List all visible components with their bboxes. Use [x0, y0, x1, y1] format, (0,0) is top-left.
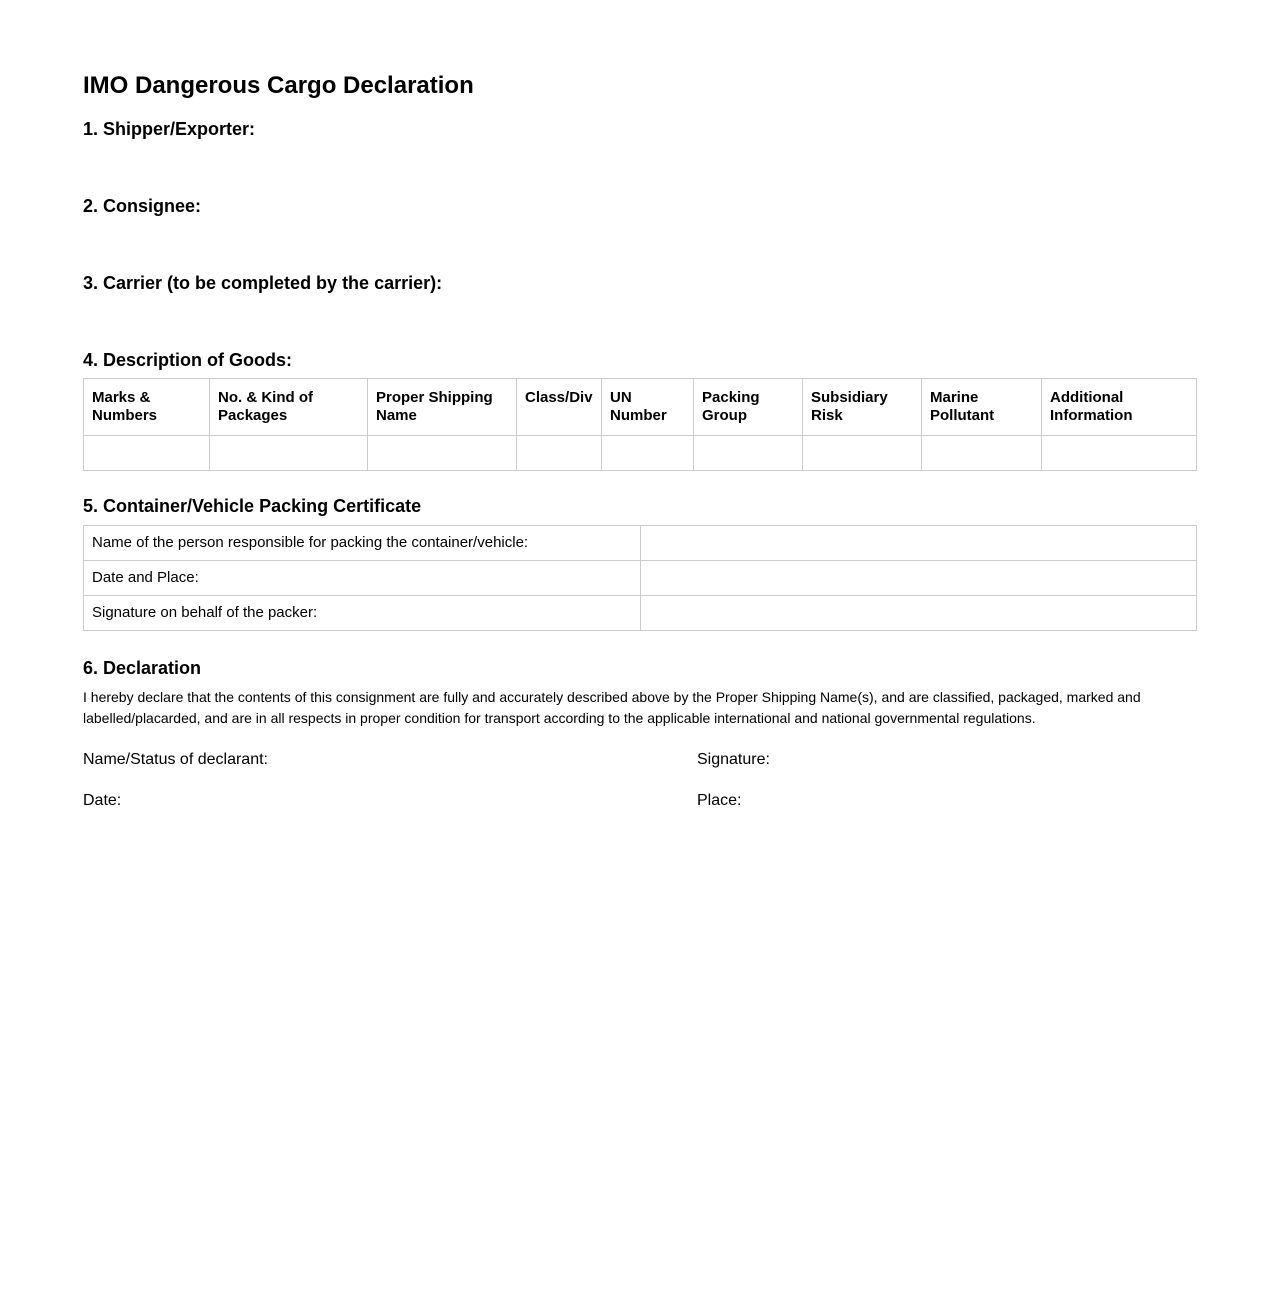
- declaration-text: I hereby declare that the contents of this consignment are fully and accurately described above by the Proper Shipping Name(s), and are classified, packaged, marked and labelled/placarded, and are in all respects in proper condition for transport according to the applicable international and national governmental regulations.: [83, 688, 1141, 726]
- section-heading-packing-certificate: 5. Container/Vehicle Packing Certificate: [83, 495, 422, 516]
- declarant-row-2: [83, 792, 1195, 810]
- cert-row-date-place: [84, 560, 1197, 595]
- section-heading-shipper: 1. Shipper/Exporter:: [83, 118, 256, 139]
- cert-value-date-place: [641, 560, 1197, 595]
- cert-label-packer-name: Name of the person responsible for packing the container/vehicle:: [84, 525, 641, 560]
- goods-col-no-kind-packages: No. & Kind of Packages: [210, 378, 368, 435]
- goods-cell: [84, 435, 210, 470]
- goods-cell: [1042, 435, 1197, 470]
- goods-col-marine-pollutant: Marine Pollutant: [922, 378, 1042, 435]
- goods-col-marks-numbers: Marks & Numbers: [84, 378, 210, 435]
- goods-cell: [517, 435, 602, 470]
- section-heading-declaration: 6. Declaration: [83, 657, 202, 678]
- section-heading-carrier: 3. Carrier (to be completed by the carrier):: [83, 272, 443, 293]
- goods-col-additional-information: Additional Information: [1042, 378, 1197, 435]
- name-status-of-declarant-label: Name/Status of declarant:: [83, 750, 268, 768]
- page-title: IMO Dangerous Cargo Declaration: [83, 72, 474, 99]
- goods-col-proper-shipping-name: Proper Shipping Name: [368, 378, 517, 435]
- goods-empty-row: [84, 435, 1197, 470]
- goods-cell: [803, 435, 922, 470]
- declarant-row-1: [83, 751, 1195, 769]
- goods-col-un-number: UN Number: [602, 378, 694, 435]
- goods-table: [83, 378, 1197, 471]
- goods-col-packing-group: Packing Group: [694, 378, 803, 435]
- goods-cell: [922, 435, 1042, 470]
- cert-value-packer-signature: [641, 595, 1197, 630]
- goods-cell: [602, 435, 694, 470]
- goods-cell: [368, 435, 517, 470]
- goods-col-subsidiary-risk: Subsidiary Risk: [803, 378, 922, 435]
- goods-header-row: [84, 378, 1197, 435]
- cert-value-packer-name: [641, 525, 1197, 560]
- date-label: Date:: [83, 791, 122, 809]
- cert-row-packer-signature: [84, 595, 1197, 630]
- goods-cell: [694, 435, 803, 470]
- cert-label-date-place: Date and Place:: [84, 560, 641, 595]
- section-heading-consignee: 2. Consignee:: [83, 195, 202, 216]
- packing-certificate-table: [83, 525, 1197, 631]
- goods-cell: [210, 435, 368, 470]
- place-label: Place:: [697, 791, 742, 809]
- goods-col-class-div: Class/Div: [517, 378, 602, 435]
- section-heading-goods: 4. Description of Goods:: [83, 349, 293, 370]
- cert-label-packer-signature: Signature on behalf of the packer:: [84, 595, 641, 630]
- cert-row-packer-name: [84, 525, 1197, 560]
- signature-label: Signature:: [697, 750, 770, 768]
